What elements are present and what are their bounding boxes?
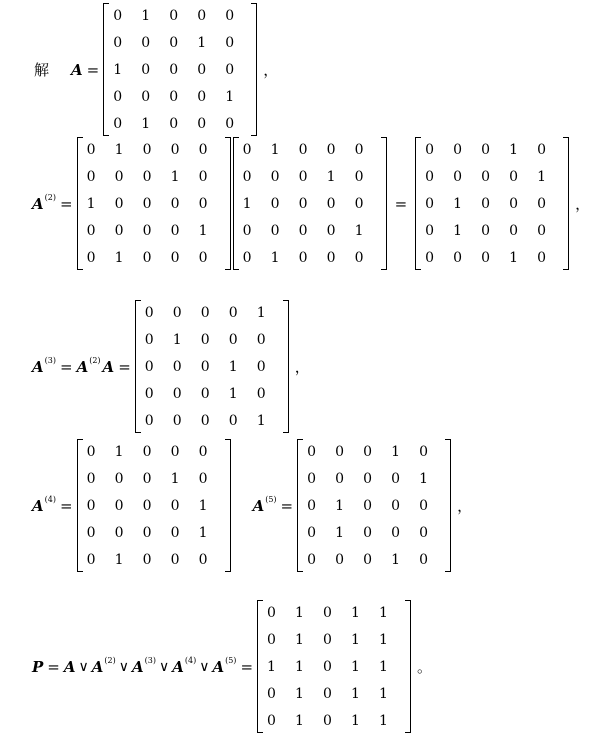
or-operator: ∨ — [118, 658, 129, 675]
matrix-cell: 0 — [198, 470, 208, 487]
matrix-cell: 0 — [425, 222, 435, 239]
matrix-cell: 1 — [114, 249, 124, 266]
symbol-A: A — [71, 60, 83, 79]
matrix-cell: 1 — [379, 658, 388, 675]
matrix-cell: 0 — [453, 141, 463, 158]
matrix-cell: 0 — [242, 222, 252, 239]
matrix-cell: 0 — [170, 249, 180, 266]
matrix-cell: 0 — [225, 34, 235, 51]
matrix-cell: 1 — [419, 470, 429, 487]
matrix-cell: 1 — [295, 658, 304, 675]
equation-A2 — [32, 136, 590, 271]
matrix-cell: 0 — [537, 141, 547, 158]
matrix-cell: 1 — [114, 141, 124, 158]
matrix-cell: 0 — [225, 7, 235, 24]
matrix-cell: 1 — [172, 331, 182, 348]
matrix-cell: 1 — [114, 443, 124, 460]
matrix-cell: 0 — [198, 168, 208, 185]
comma: ， — [294, 358, 310, 376]
matrix-cell: 0 — [113, 7, 123, 24]
matrix-cell: 0 — [86, 524, 96, 541]
matrix-cell: 1 — [225, 88, 235, 105]
matrix-cell: 0 — [481, 222, 491, 239]
matrix-cell: 1 — [379, 604, 388, 621]
matrix-cell: 1 — [141, 115, 151, 132]
matrix-cell: 0 — [323, 712, 332, 729]
symbol-A3: $A^{(3)}$ — [131, 655, 156, 676]
matrix-cell: 1 — [228, 358, 238, 375]
matrix-cell: 0 — [391, 470, 401, 487]
matrix-cell: 0 — [335, 551, 345, 568]
equals-sign: = — [394, 194, 408, 213]
matrix-cell: 0 — [144, 331, 154, 348]
matrix-cell: 1 — [379, 631, 388, 648]
matrix-cell: 0 — [270, 168, 280, 185]
matrix-cell: 0 — [170, 524, 180, 541]
matrix-A2-result — [415, 136, 569, 271]
matrix-cell: 0 — [326, 141, 336, 158]
matrix-cell: 0 — [509, 222, 519, 239]
equation-A — [34, 2, 278, 137]
equation-P — [32, 599, 432, 734]
matrix-cell: 0 — [142, 524, 152, 541]
matrix-cell: 0 — [363, 524, 373, 541]
matrix-cell: 1 — [351, 631, 360, 648]
matrix-cell: 0 — [197, 115, 207, 132]
equation-A3 — [32, 299, 310, 434]
matrix-cell: 0 — [509, 168, 519, 185]
matrix-cell: 0 — [198, 195, 208, 212]
matrix-cell: 1 — [256, 304, 266, 321]
superscript-2: (2) — [44, 192, 56, 202]
matrix-cell: 0 — [142, 497, 152, 514]
matrix-cell: 1 — [351, 658, 360, 675]
matrix-cell: 0 — [481, 168, 491, 185]
matrix-cell: 0 — [298, 168, 308, 185]
matrix-cell: 0 — [144, 358, 154, 375]
matrix-cell: 0 — [425, 195, 435, 212]
matrix-cell: 0 — [363, 470, 373, 487]
matrix-cell: 0 — [144, 385, 154, 402]
matrix-cell: 0 — [453, 249, 463, 266]
matrix-cell: 0 — [200, 304, 210, 321]
matrix-cell: 0 — [172, 358, 182, 375]
matrix-cell: 1 — [379, 685, 388, 702]
matrix-cell: 1 — [141, 7, 151, 24]
matrix-cell: 0 — [225, 115, 235, 132]
matrix-cell: 0 — [256, 385, 266, 402]
matrix-cell: 0 — [200, 358, 210, 375]
matrix-cell: 0 — [354, 249, 364, 266]
matrix-cell: 1 — [114, 551, 124, 568]
matrix-cell: 0 — [242, 141, 252, 158]
matrix-cell: 0 — [256, 358, 266, 375]
matrix-cell: 0 — [419, 443, 429, 460]
matrix-cell: 0 — [270, 222, 280, 239]
matrix-cell: 0 — [270, 195, 280, 212]
matrix-cell: 0 — [363, 497, 373, 514]
matrix-cell: 0 — [169, 115, 179, 132]
matrix-cell: 1 — [335, 497, 345, 514]
matrix-cell: 0 — [170, 195, 180, 212]
matrix-cell: 0 — [141, 34, 151, 51]
or-operator: ∨ — [158, 658, 170, 675]
matrix-cell: 0 — [86, 249, 96, 266]
matrix-cell: 0 — [169, 34, 179, 51]
matrix-cell: 0 — [197, 7, 207, 24]
matrix-cell: 0 — [114, 524, 124, 541]
matrix-cell: 0 — [198, 141, 208, 158]
solution-label: 解 — [34, 61, 50, 79]
matrix-cell: 1 — [295, 712, 304, 729]
matrix-cell: 0 — [537, 195, 547, 212]
matrix-A5 — [297, 438, 451, 573]
matrix-cell: 0 — [267, 685, 276, 702]
matrix-cell: 0 — [256, 331, 266, 348]
matrix-cell: 0 — [170, 551, 180, 568]
matrix-cell: 0 — [391, 497, 401, 514]
matrix-cell: 0 — [326, 195, 336, 212]
matrix-cell: 0 — [298, 195, 308, 212]
matrix-cell: 0 — [363, 551, 373, 568]
matrix-cell: 0 — [225, 61, 235, 78]
matrix-cell: 0 — [170, 443, 180, 460]
symbol-A2: $A^{(2)}$ — [91, 655, 116, 676]
matrix-cell: 1 — [295, 631, 304, 648]
matrix-cell: 0 — [537, 249, 547, 266]
matrix-cell: 0 — [323, 631, 332, 648]
equals-sign: = — [86, 60, 100, 79]
matrix-cell: 0 — [113, 88, 123, 105]
matrix-cell: 0 — [228, 331, 238, 348]
symbol-A5: $A^{(5)}$ — [212, 655, 237, 676]
matrix-cell: 0 — [200, 385, 210, 402]
matrix-cell: 0 — [172, 304, 182, 321]
matrix-cell: 0 — [267, 712, 276, 729]
matrix-cell: 0 — [326, 222, 336, 239]
matrix-A4 — [77, 438, 231, 573]
matrix-cell: 0 — [86, 551, 96, 568]
equals-sign: = — [47, 657, 60, 676]
equation-A4-A5 — [32, 438, 472, 573]
matrix-cell: 0 — [114, 195, 124, 212]
matrix-cell: 1 — [351, 604, 360, 621]
matrix-cell: 0 — [481, 195, 491, 212]
symbol-A: A — [63, 657, 76, 676]
matrix-cell: 0 — [419, 524, 429, 541]
matrix-cell: 0 — [335, 470, 345, 487]
matrix-cell: 0 — [298, 249, 308, 266]
matrix-cell: 1 — [509, 141, 519, 158]
matrix-cell: 0 — [228, 412, 238, 429]
matrix-cell: 0 — [170, 222, 180, 239]
matrix-cell: 0 — [509, 195, 519, 212]
matrix-cell: 0 — [142, 443, 152, 460]
symbol-A4: $A^{(4)}$ — [172, 655, 197, 676]
matrix-cell: 0 — [142, 470, 152, 487]
matrix-cell: 0 — [323, 604, 332, 621]
symbol-A2: $A^{(2)}$ — [32, 192, 56, 213]
matrix-cell: 0 — [144, 412, 154, 429]
matrix-cell: 0 — [323, 685, 332, 702]
matrix-cell: 1 — [537, 168, 547, 185]
matrix-cell: 0 — [354, 168, 364, 185]
matrix-cell: 0 — [86, 443, 96, 460]
matrix-cell: 0 — [172, 412, 182, 429]
matrix-cell: 0 — [169, 7, 179, 24]
matrix-cell: 1 — [453, 195, 463, 212]
matrix-cell: 0 — [142, 551, 152, 568]
matrix-cell: 1 — [242, 195, 252, 212]
symbol-A2: $A^{(2)}$ — [76, 355, 101, 376]
matrix-cell: 0 — [86, 168, 96, 185]
matrix-cell: 0 — [197, 61, 207, 78]
matrix-cell: 0 — [198, 249, 208, 266]
matrix-cell: 0 — [354, 141, 364, 158]
superscript-5: (5) — [265, 494, 277, 504]
matrix-cell: 1 — [391, 551, 401, 568]
matrix-cell: 1 — [86, 195, 96, 212]
equals-sign: = — [59, 357, 73, 376]
matrix-cell: 1 — [295, 685, 304, 702]
matrix-cell: 0 — [419, 551, 429, 568]
equals-sign: = — [280, 496, 294, 515]
equals-sign: = — [118, 357, 131, 376]
matrix-cell: 1 — [198, 497, 208, 514]
matrix-cell: 1 — [270, 249, 280, 266]
comma: ， — [263, 61, 279, 79]
matrix-cell: 0 — [267, 631, 276, 648]
or-operator: ∨ — [199, 658, 210, 675]
matrix-cell: 0 — [307, 551, 317, 568]
matrix-cell: 1 — [170, 168, 180, 185]
matrix-cell: 0 — [144, 304, 154, 321]
superscript-2: (2) — [89, 355, 101, 365]
matrix-cell: 0 — [326, 249, 336, 266]
matrix-cell: 0 — [425, 249, 435, 266]
matrix-cell: 0 — [537, 222, 547, 239]
matrix-cell: 0 — [425, 141, 435, 158]
matrix-cell: 0 — [354, 195, 364, 212]
matrix-cell: 1 — [198, 524, 208, 541]
matrix-cell: 0 — [481, 249, 491, 266]
matrix-cell: 0 — [242, 249, 252, 266]
matrix-A3 — [135, 299, 289, 434]
matrix-cell: 0 — [197, 88, 207, 105]
symbol-A4: $A^{(4)}$ — [32, 494, 56, 515]
matrix-cell: 1 — [197, 34, 207, 51]
matrix-cell: 1 — [351, 685, 360, 702]
matrix-cell: 0 — [242, 168, 252, 185]
matrix-cell: 0 — [307, 497, 317, 514]
matrix-cell: 0 — [363, 443, 373, 460]
or-operator: ∨ — [78, 658, 89, 675]
matrix-cell: 0 — [267, 604, 276, 621]
matrix-cell: 0 — [86, 141, 96, 158]
matrix-cell: 0 — [425, 168, 435, 185]
matrix-cell: 0 — [391, 524, 401, 541]
matrix-cell: 0 — [86, 470, 96, 487]
matrix-cell: 0 — [114, 222, 124, 239]
matrix-cell: 0 — [170, 141, 180, 158]
matrix-cell: 0 — [307, 443, 317, 460]
matrix-cell: 1 — [453, 222, 463, 239]
matrix-cell: 1 — [270, 141, 280, 158]
matrix-cell: 0 — [169, 88, 179, 105]
matrix-cell: 1 — [335, 524, 345, 541]
matrix-cell: 0 — [142, 195, 152, 212]
matrix-cell: 0 — [142, 168, 152, 185]
period: 。 — [417, 658, 433, 676]
superscript-3: (3) — [44, 355, 56, 365]
superscript-4: (4) — [44, 494, 56, 504]
matrix-cell: 0 — [419, 497, 429, 514]
matrix-cell: 0 — [323, 658, 332, 675]
matrix-cell: 1 — [198, 222, 208, 239]
matrix-cell: 0 — [307, 524, 317, 541]
matrix-cell: 0 — [481, 141, 491, 158]
matrix-A — [103, 2, 257, 137]
matrix-cell: 1 — [113, 61, 123, 78]
equals-sign: = — [59, 496, 73, 515]
matrix-cell: 1 — [379, 712, 388, 729]
matrix-cell: 0 — [198, 443, 208, 460]
equals-sign: = — [240, 657, 254, 676]
matrix-cell: 0 — [228, 304, 238, 321]
matrix-cell: 0 — [142, 222, 152, 239]
symbol-A: A — [102, 357, 115, 376]
matrix-cell: 0 — [200, 331, 210, 348]
matrix-cell: 0 — [141, 88, 151, 105]
matrix-cell: 0 — [86, 497, 96, 514]
matrix-cell: 1 — [256, 412, 266, 429]
matrix-P — [257, 599, 411, 734]
matrix-cell: 0 — [141, 61, 151, 78]
matrix-cell: 0 — [114, 497, 124, 514]
equals-sign: = — [59, 194, 73, 213]
matrix-cell: 1 — [351, 712, 360, 729]
matrix-cell: 0 — [335, 443, 345, 460]
matrix-cell: 0 — [113, 115, 123, 132]
comma: ， — [575, 195, 590, 213]
matrix-cell: 1 — [391, 443, 401, 460]
matrix-cell: 1 — [326, 168, 336, 185]
symbol-A5: $A^{(5)}$ — [252, 494, 277, 515]
symbol-P: P — [32, 657, 44, 676]
matrix-cell: 0 — [298, 222, 308, 239]
matrix-cell: 0 — [200, 412, 210, 429]
matrix-cell: 0 — [113, 34, 123, 51]
matrix-cell: 1 — [228, 385, 238, 402]
matrix-cell: 1 — [295, 604, 304, 621]
matrix-cell: 0 — [114, 168, 124, 185]
matrix-A-left — [77, 136, 231, 271]
matrix-cell: 1 — [267, 658, 276, 675]
matrix-cell: 0 — [453, 168, 463, 185]
comma: ， — [457, 497, 473, 515]
matrix-cell: 1 — [354, 222, 364, 239]
matrix-cell: 0 — [169, 61, 179, 78]
matrix-cell: 0 — [198, 551, 208, 568]
matrix-cell: 1 — [170, 470, 180, 487]
matrix-cell: 0 — [142, 141, 152, 158]
matrix-A-right — [233, 136, 387, 271]
matrix-cell: 1 — [509, 249, 519, 266]
symbol-A3: $A^{(3)}$ — [32, 355, 56, 376]
matrix-cell: 0 — [307, 470, 317, 487]
matrix-cell: 0 — [86, 222, 96, 239]
matrix-cell: 0 — [172, 385, 182, 402]
matrix-cell: 0 — [142, 249, 152, 266]
matrix-cell: 0 — [298, 141, 308, 158]
matrix-cell: 0 — [170, 497, 180, 514]
matrix-cell: 0 — [114, 470, 124, 487]
